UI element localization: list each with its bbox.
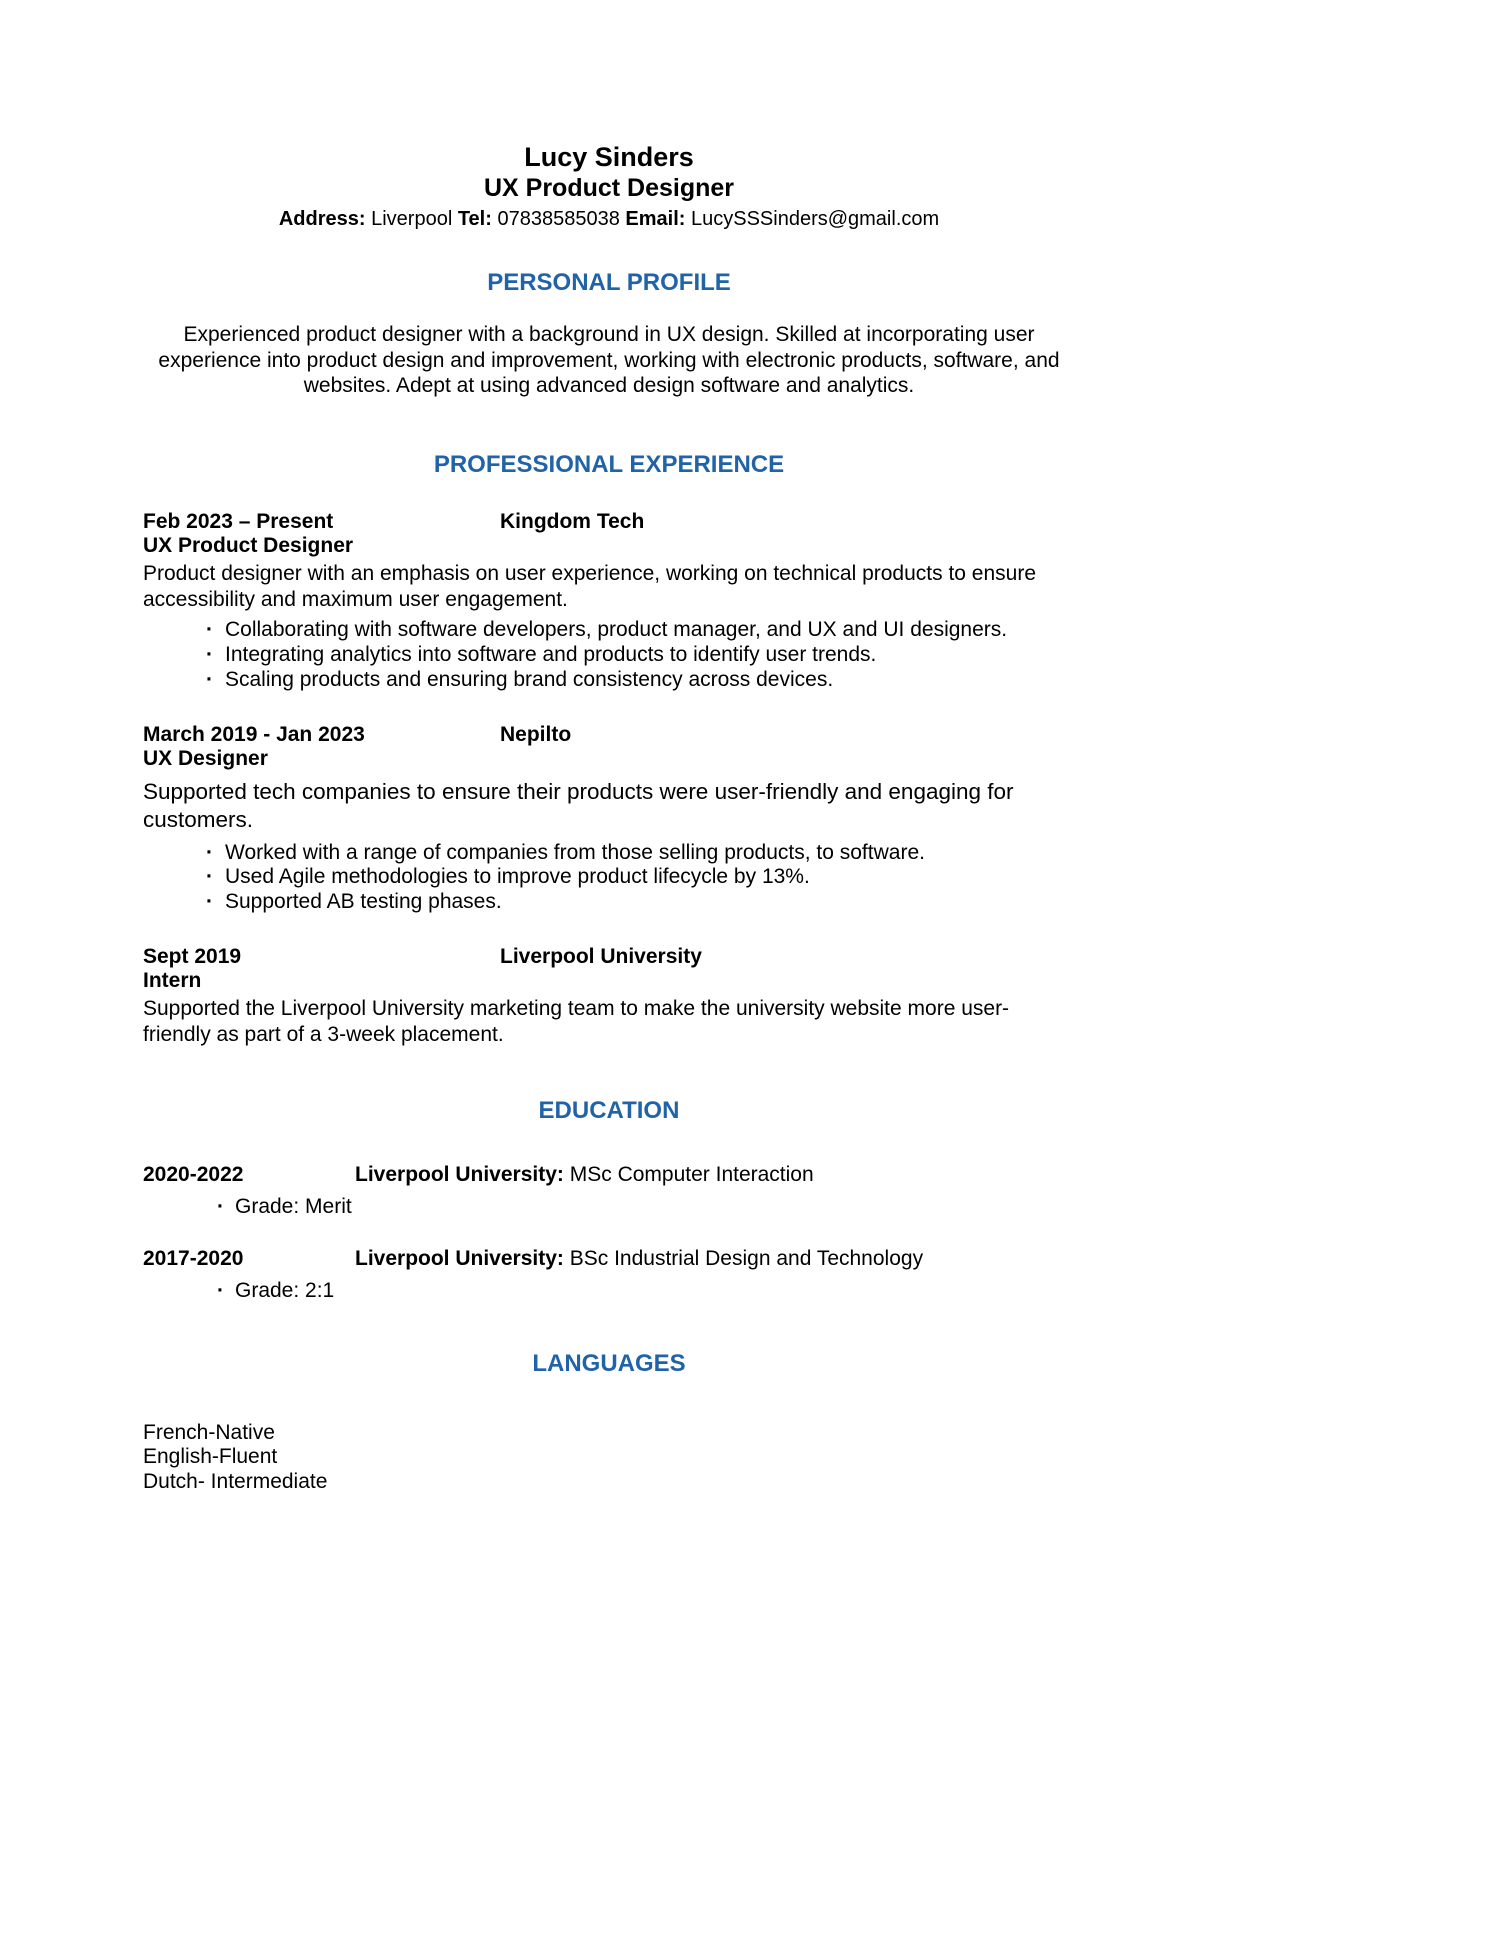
resume-content — [143, 0, 1075, 1495]
language-item: English-Fluent — [143, 1445, 278, 1469]
job-dates: March 2019 - Jan 2023 — [143, 722, 365, 746]
contact-line — [143, 207, 1075, 231]
job-description: Product designer with an emphasis on user experience, working on technical products to ensure accessibility and maximum user engagement. — [143, 562, 1037, 611]
profile-text: Experienced product designer with a background in UX design. Skilled at incorporating user experience into product design and improvement, working with electronic products, software, and websites. Adept at using advanced design software and analytics. — [158, 323, 1060, 398]
languages-list — [143, 1421, 1075, 1495]
job-company: Liverpool University — [500, 944, 702, 968]
job-bullet: · Supported AB testing phases. — [143, 890, 1075, 915]
job-bullet-list — [143, 618, 1075, 692]
job-role: UX Product Designer — [143, 533, 354, 557]
address-label: Address: — [278, 208, 366, 231]
education-entry — [143, 1246, 1075, 1304]
language-item: French-Native — [143, 1420, 275, 1444]
job-dates: Sept 2019 — [143, 944, 242, 968]
education-degree: MSc Computer Interaction — [569, 1163, 814, 1187]
job-bullet: · Scaling products and ensuring brand consistency across devices. — [143, 668, 1075, 693]
job-bullet: · Used Agile methodologies to improve product lifecycle by 13%. — [143, 865, 1075, 890]
email-label: Email: — [625, 208, 686, 231]
education-grade: · Grade: 2:1 — [143, 1279, 1075, 1304]
job-entry — [143, 723, 1075, 915]
email-value: LucySSSinders@gmail.com — [690, 208, 940, 231]
education-row — [143, 1162, 1075, 1187]
tel-label: Tel: — [457, 208, 492, 231]
address-value: Liverpool — [371, 208, 453, 231]
tel-value: 07838585038 — [497, 208, 620, 231]
job-header — [143, 945, 1075, 993]
job-company: Nepilto — [500, 722, 572, 746]
language-item: Dutch- Intermediate — [143, 1470, 328, 1493]
job-bullet-list — [143, 841, 1075, 915]
person-title: UX Product Designer — [483, 174, 735, 203]
job-bullet: · Collaborating with software developers, product manager, and UX and UI designers. — [143, 618, 1075, 643]
job-description: Supported tech companies to ensure their products were user-friendly and engaging for customers. — [143, 778, 1014, 833]
education-grade-list — [143, 1195, 1075, 1220]
section-heading-personal-profile: PERSONAL PROFILE — [487, 269, 731, 297]
education-degree: BSc Industrial Design and Technology — [569, 1247, 924, 1271]
job-bullet: · Integrating analytics into software and products to identify user trends. — [143, 643, 1075, 668]
person-name: Lucy Sinders — [524, 142, 694, 172]
section-heading-education: EDUCATION — [538, 1097, 680, 1125]
job-role: UX Designer — [143, 746, 268, 770]
job-header — [143, 510, 1075, 558]
job-company: Kingdom Tech — [500, 509, 645, 533]
job-entry — [143, 510, 1075, 693]
education-row — [143, 1246, 1075, 1271]
job-header — [143, 723, 1075, 771]
education-institution: Liverpool University: — [355, 1163, 564, 1187]
education-grade-list — [143, 1279, 1075, 1304]
education-entry — [143, 1162, 1075, 1220]
job-role: Intern — [143, 969, 202, 993]
education-institution: Liverpool University: — [355, 1247, 564, 1271]
job-dates: Feb 2023 – Present — [143, 509, 334, 533]
job-description: Supported the Liverpool University marketing team to make the university website more user-friendly as part of a 3-week placement. — [143, 997, 1010, 1046]
job-entry — [143, 945, 1075, 1048]
job-bullet: · Worked with a range of companies from those selling products, to software. — [143, 841, 1075, 866]
section-heading-languages: LANGUAGES — [532, 1350, 686, 1378]
education-grade: · Grade: Merit — [143, 1195, 1075, 1220]
education-dates: 2017-2020 — [143, 1247, 244, 1271]
education-dates: 2020-2022 — [143, 1163, 244, 1187]
section-heading-professional-experience: PROFESSIONAL EXPERIENCE — [433, 451, 785, 479]
